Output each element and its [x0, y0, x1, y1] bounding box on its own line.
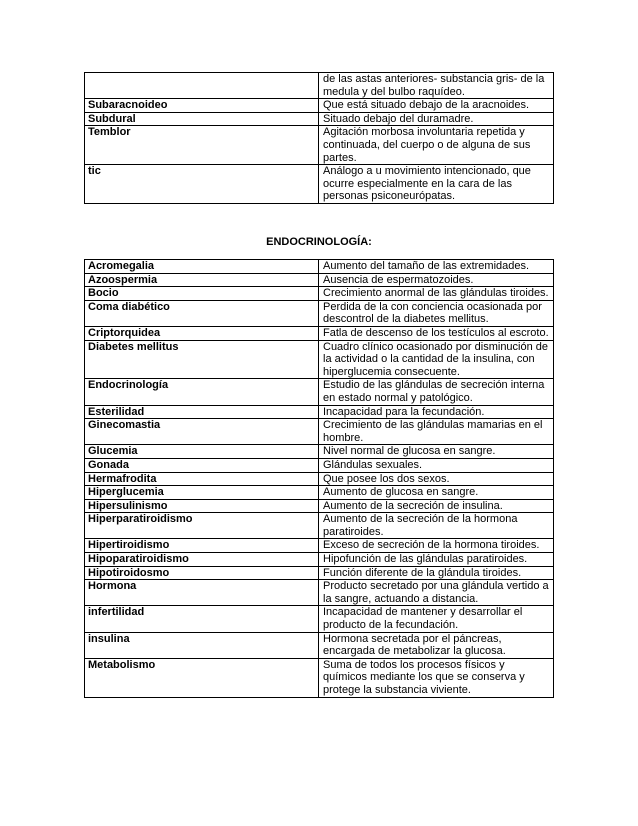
term-cell: Esterilidad — [85, 405, 319, 419]
table-row — [85, 165, 554, 204]
definition-cell: Suma de todos los procesos físicos y químicos mediante los que se conserva y protege la substancia viviente. — [319, 658, 554, 697]
term-cell: Metabolismo — [85, 658, 319, 697]
endocrinology-table-body — [85, 260, 554, 698]
definition-cell: Incapacidad para la fecundación. — [319, 405, 554, 419]
term-cell: infertilidad — [85, 606, 319, 632]
table-row — [85, 340, 554, 379]
term-cell: Ginecomastia — [85, 419, 319, 445]
term-cell: Coma diabético — [85, 300, 319, 326]
endocrinology-glossary-table — [84, 259, 554, 698]
term-cell: Hiperparatiroidismo — [85, 513, 319, 539]
definition-cell: Análogo a u movimiento intencionado, que ocurre especialmente en la cara de las personas psiconeurópatas. — [319, 165, 554, 204]
definition-cell: Que posee los dos sexos. — [319, 472, 554, 486]
term-cell: insulina — [85, 632, 319, 658]
term-cell — [85, 73, 319, 99]
term-cell: Azoospermia — [85, 273, 319, 287]
definition-cell: Crecimiento de las glándulas mamarias en el hombre. — [319, 419, 554, 445]
section-heading — [0, 236, 638, 248]
table-row — [85, 513, 554, 539]
table-row — [85, 326, 554, 340]
term-cell: Endocrinología — [85, 379, 319, 405]
neurology-table-body — [85, 73, 554, 204]
definition-cell: Hormona secretada por el páncreas, encargada de metabolizar la glucosa. — [319, 632, 554, 658]
table-row — [85, 300, 554, 326]
definition-cell: Función diferente de la glándula tiroides. — [319, 566, 554, 580]
table-row — [85, 73, 554, 99]
term-cell: Hiperglucemia — [85, 486, 319, 500]
definition-cell: Incapacidad de mantener y desarrollar el producto de la fecundación. — [319, 606, 554, 632]
definition-cell: Producto secretado por una glándula vertido a la sangre, actuando a distancia. — [319, 580, 554, 606]
term-cell: Diabetes mellitus — [85, 340, 319, 379]
table-row — [85, 658, 554, 697]
term-cell: Hipersulinismo — [85, 499, 319, 513]
table-row — [85, 553, 554, 567]
table-row — [85, 419, 554, 445]
endocrinology-heading: ENDOCRINOLOGÍA: — [266, 236, 372, 248]
table-row — [85, 287, 554, 301]
definition-cell: Aumento del tamaño de las extremidades. — [319, 260, 554, 274]
table-row — [85, 260, 554, 274]
term-cell: Acromegalia — [85, 260, 319, 274]
table-row — [85, 472, 554, 486]
term-cell: Hermafrodita — [85, 472, 319, 486]
table-row — [85, 379, 554, 405]
definition-cell: de las astas anteriores- substancia gris- de la medula y del bulbo raquídeo. — [319, 73, 554, 99]
term-cell: Glucemia — [85, 445, 319, 459]
definition-cell: Glándulas sexuales. — [319, 458, 554, 472]
definition-cell: Cuadro clínico ocasionado por disminución de la actividad o la cantidad de la insulina, con hiperglucemia consecuente. — [319, 340, 554, 379]
term-cell: Temblor — [85, 126, 319, 165]
table-row — [85, 539, 554, 553]
term-cell: Criptorquidea — [85, 326, 319, 340]
table-row — [85, 566, 554, 580]
definition-cell: Agitación morbosa involuntaria repetida y continuada, del cuerpo o de alguna de sus partes. — [319, 126, 554, 165]
definition-cell: Situado debajo del duramadre. — [319, 112, 554, 126]
table-row — [85, 112, 554, 126]
table-row — [85, 499, 554, 513]
definition-cell: Exceso de secreción de la hormona tiroides. — [319, 539, 554, 553]
definition-cell: Ausencia de espermatozoides. — [319, 273, 554, 287]
definition-cell: Estudio de las glándulas de secreción interna en estado normal y patológico. — [319, 379, 554, 405]
term-cell: Hipoparatiroidismo — [85, 553, 319, 567]
table-row — [85, 580, 554, 606]
term-cell: Subaracnoideo — [85, 99, 319, 113]
table-row — [85, 458, 554, 472]
neurology-glossary-table — [84, 72, 554, 204]
table-row — [85, 445, 554, 459]
term-cell: Hormona — [85, 580, 319, 606]
term-cell: Hipertiroidismo — [85, 539, 319, 553]
table-row — [85, 632, 554, 658]
table-row — [85, 273, 554, 287]
term-cell: tic — [85, 165, 319, 204]
table-row — [85, 405, 554, 419]
table-row — [85, 486, 554, 500]
term-cell: Bocio — [85, 287, 319, 301]
definition-cell: Aumento de glucosa en sangre. — [319, 486, 554, 500]
definition-cell: Aumento de la secreción de la hormona paratiroides. — [319, 513, 554, 539]
definition-cell: Fatla de descenso de los testículos al escroto. — [319, 326, 554, 340]
definition-cell: Crecimiento anormal de las glándulas tiroides. — [319, 287, 554, 301]
term-cell: Subdural — [85, 112, 319, 126]
definition-cell: Perdida de la con conciencia ocasionada por descontrol de la diabetes mellitus. — [319, 300, 554, 326]
table-row — [85, 99, 554, 113]
definition-cell: Nivel normal de glucosa en sangre. — [319, 445, 554, 459]
definition-cell: Aumento de la secreción de insulina. — [319, 499, 554, 513]
definition-cell: Que está situado debajo de la aracnoides. — [319, 99, 554, 113]
term-cell: Hipotiroidosmo — [85, 566, 319, 580]
table-row — [85, 126, 554, 165]
term-cell: Gonada — [85, 458, 319, 472]
table-row — [85, 606, 554, 632]
definition-cell: Hipofunción de las glándulas paratiroides. — [319, 553, 554, 567]
